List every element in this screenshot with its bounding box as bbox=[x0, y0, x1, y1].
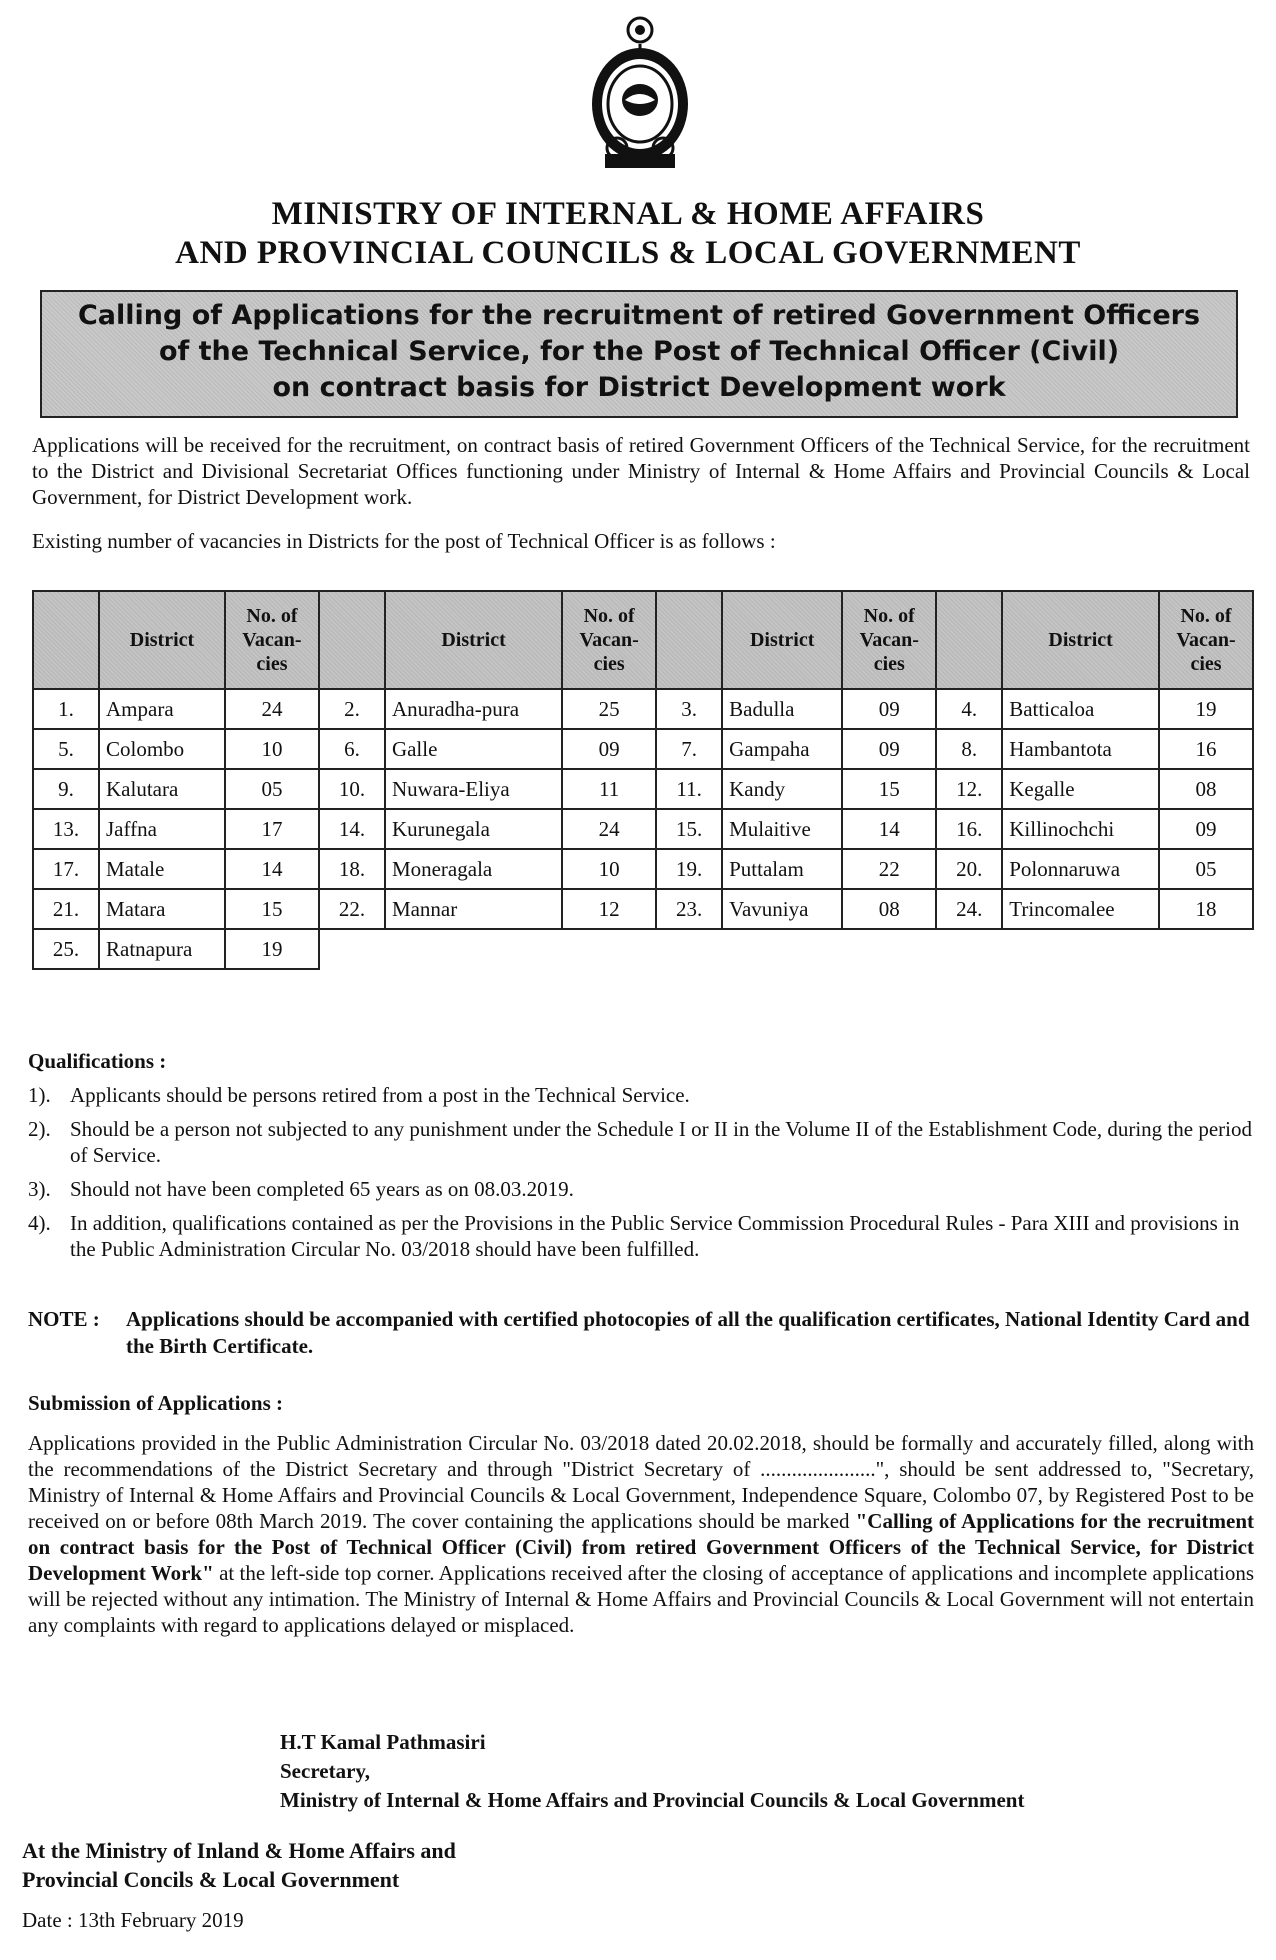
district-name: Kurunegala bbox=[385, 809, 562, 849]
vacancy-count: 10 bbox=[225, 729, 319, 769]
vacancy-count: 10 bbox=[562, 849, 656, 889]
qualification-number: 1). bbox=[28, 1083, 51, 1107]
district-name: Colombo bbox=[99, 729, 225, 769]
vacancy-count: 15 bbox=[225, 889, 319, 929]
note-label: NOTE : bbox=[28, 1307, 100, 1331]
banner-line2: of the Technical Service, for the Post of Technical Officer (Civil) bbox=[158, 336, 1120, 367]
signatory-title: Secretary, bbox=[280, 1759, 370, 1783]
district-number: 21. bbox=[33, 889, 99, 929]
ministry-heading-line1: MINISTRY OF INTERNAL & HOME AFFAIRS bbox=[271, 196, 985, 232]
district-name: Moneragala bbox=[385, 849, 562, 889]
table-row bbox=[33, 889, 1253, 929]
vacancy-count: 05 bbox=[1159, 849, 1253, 889]
district-number: 9. bbox=[33, 769, 99, 809]
district-number: 17. bbox=[33, 849, 99, 889]
list-item bbox=[28, 1082, 1254, 1108]
district-name: Mannar bbox=[385, 889, 562, 929]
note-section bbox=[28, 1306, 1254, 1360]
intro-paragraph: Applications will be received for the recruitment, on contract basis of retired Government Officers of the Technical Service, for the recruitment to the District and Divisional Secretariat Offices functioning under Ministry of Internal & Home Affairs and Provincial Councils & Local Government, for District Development work. bbox=[32, 433, 1250, 509]
vacancy-count: 19 bbox=[1159, 689, 1253, 729]
district-number: 2. bbox=[319, 689, 385, 729]
table-header-row bbox=[33, 591, 1253, 689]
district-number: 14. bbox=[319, 809, 385, 849]
vacancy-count: 09 bbox=[1159, 809, 1253, 849]
district-number: 11. bbox=[656, 769, 722, 809]
vacancy-count: 17 bbox=[225, 809, 319, 849]
header-vacancies: No. of Vacan-cies bbox=[1159, 591, 1253, 689]
district-number: 20. bbox=[936, 849, 1002, 889]
header-no bbox=[936, 591, 1002, 689]
district-number: 8. bbox=[936, 729, 1002, 769]
submission-text-b: at the left-side top corner. Applications received after the closing of acceptance of applications and incomplete applications will be rejected without any intimation. The Ministry of Internal & Home Affairs and Provincial Councils & Local Government will not entertain any complaints with regard to applications delayed or misplaced. bbox=[28, 1561, 1254, 1637]
submission-marked-title: "Calling of Applications for the recruitment on contract basis for the Post of Technical Officer (Civil) from retired Government Officers of the Technical Service, for District Development Work" bbox=[28, 1509, 1254, 1585]
footer-address bbox=[22, 1836, 456, 1894]
vacancy-count: 14 bbox=[225, 849, 319, 889]
district-number: 15. bbox=[656, 809, 722, 849]
district-number: 22. bbox=[319, 889, 385, 929]
qualification-number: 4). bbox=[28, 1211, 51, 1235]
district-number: 18. bbox=[319, 849, 385, 889]
district-name: Kegalle bbox=[1002, 769, 1159, 809]
district-number: 4. bbox=[936, 689, 1002, 729]
district-number: 5. bbox=[33, 729, 99, 769]
intro-section bbox=[32, 432, 1250, 554]
table-row bbox=[33, 849, 1253, 889]
vacancies-intro: Existing number of vacancies in Districts for the post of Technical Officer is as follows : bbox=[32, 529, 776, 553]
list-item bbox=[28, 1176, 1254, 1202]
notice-title-banner bbox=[40, 290, 1238, 418]
district-number: 25. bbox=[33, 929, 99, 969]
district-number: 3. bbox=[656, 689, 722, 729]
qualifications-title: Qualifications : bbox=[28, 1049, 167, 1073]
header-vacancies: No. of Vacan-cies bbox=[562, 591, 656, 689]
vacancy-count: 09 bbox=[842, 729, 936, 769]
vacancy-count: 11 bbox=[562, 769, 656, 809]
district-name: Galle bbox=[385, 729, 562, 769]
note-text: Applications should be accompanied with certified photocopies of all the qualification certificates, National Identity Card and the Birth Certificate. bbox=[126, 1307, 1250, 1358]
qualification-number: 3). bbox=[28, 1177, 51, 1201]
table-row bbox=[33, 689, 1253, 729]
district-number: 1. bbox=[33, 689, 99, 729]
vacancy-count: 15 bbox=[842, 769, 936, 809]
vacancy-count: 24 bbox=[225, 689, 319, 729]
district-name: Vavuniya bbox=[722, 889, 842, 929]
footer-line2: Provincial Concils & Local Government bbox=[22, 1867, 400, 1892]
empty-cell bbox=[319, 929, 1253, 969]
district-name: Gampaha bbox=[722, 729, 842, 769]
vacancy-count: 14 bbox=[842, 809, 936, 849]
district-name: Kandy bbox=[722, 769, 842, 809]
header-vacancies: No. of Vacan-cies bbox=[842, 591, 936, 689]
submission-text-a: Applications provided in the Public Administration Circular No. 03/2018 dated 20.02.2018, should be formally and accurately filled, along with the recommendations of the District Secretary and through "District Secretary of ......................", should be sent addressed to, "Secretary, Ministry of Internal & Home Affairs and Provincial Councils & Local Government, Independence Square, Colombo 07, by Registered Post to be received on or before 08th March 2019. The cover containing the applications should be marked bbox=[28, 1431, 1254, 1533]
district-name: Badulla bbox=[722, 689, 842, 729]
vacancy-count: 12 bbox=[562, 889, 656, 929]
ministry-heading bbox=[0, 196, 1276, 272]
vacancy-count: 19 bbox=[225, 929, 319, 969]
district-name: Anuradha-pura bbox=[385, 689, 562, 729]
government-emblem-icon bbox=[585, 8, 695, 188]
district-number: 10. bbox=[319, 769, 385, 809]
list-item bbox=[28, 1116, 1254, 1168]
header-vacancies: No. of Vacan-cies bbox=[225, 591, 319, 689]
banner-line3: on contract basis for District Development work bbox=[272, 372, 1006, 403]
signatory-org: Ministry of Internal & Home Affairs and Provincial Councils & Local Government bbox=[280, 1788, 1025, 1812]
qualifications-section bbox=[28, 1048, 1254, 1262]
signature-block bbox=[280, 1728, 1024, 1815]
vacancy-count: 08 bbox=[842, 889, 936, 929]
district-number: 12. bbox=[936, 769, 1002, 809]
banner-line1: Calling of Applications for the recruitment of retired Government Officers bbox=[77, 300, 1201, 331]
district-name: Mulaitive bbox=[722, 809, 842, 849]
header-no bbox=[319, 591, 385, 689]
district-name: Kalutara bbox=[99, 769, 225, 809]
notice-date: Date : 13th February 2019 bbox=[22, 1908, 244, 1932]
qualification-text: Should not have been completed 65 years as on 08.03.2019. bbox=[70, 1177, 574, 1201]
district-name: Batticaloa bbox=[1002, 689, 1159, 729]
district-name: Killinochchi bbox=[1002, 809, 1159, 849]
district-number: 7. bbox=[656, 729, 722, 769]
district-name: Jaffna bbox=[99, 809, 225, 849]
vacancy-count: 18 bbox=[1159, 889, 1253, 929]
district-name: Ratnapura bbox=[99, 929, 225, 969]
qualification-text: Should be a person not subjected to any punishment under the Schedule I or II in the Volume II of the Establishment Code, during the period of Service. bbox=[70, 1117, 1252, 1167]
district-number: 24. bbox=[936, 889, 1002, 929]
qualification-text: Applicants should be persons retired from a post in the Technical Service. bbox=[70, 1083, 690, 1107]
district-number: 16. bbox=[936, 809, 1002, 849]
header-district: District bbox=[99, 591, 225, 689]
district-name: Matale bbox=[99, 849, 225, 889]
submission-title: Submission of Applications : bbox=[28, 1391, 283, 1415]
note-block bbox=[28, 1306, 1254, 1360]
vacancies-table bbox=[32, 590, 1254, 970]
district-number: 13. bbox=[33, 809, 99, 849]
vacancy-count: 05 bbox=[225, 769, 319, 809]
vacancies-table-body bbox=[33, 689, 1253, 969]
district-name: Polonnaruwa bbox=[1002, 849, 1159, 889]
vacancy-count: 08 bbox=[1159, 769, 1253, 809]
vacancy-count: 24 bbox=[562, 809, 656, 849]
footer-line1: At the Ministry of Inland & Home Affairs and bbox=[22, 1838, 456, 1863]
qualification-number: 2). bbox=[28, 1117, 51, 1141]
table-row bbox=[33, 729, 1253, 769]
vacancy-count: 22 bbox=[842, 849, 936, 889]
qualifications-list bbox=[28, 1082, 1254, 1262]
table-row bbox=[33, 929, 1253, 969]
header-district: District bbox=[1002, 591, 1159, 689]
header-no bbox=[656, 591, 722, 689]
district-name: Ampara bbox=[99, 689, 225, 729]
vacancy-count: 09 bbox=[842, 689, 936, 729]
qualification-text: In addition, qualifications contained as per the Provisions in the Public Service Commission Procedural Rules - Para XIII and provisions in the Public Administration Circular No. 03/2018 should have been fulfilled. bbox=[70, 1211, 1240, 1261]
ministry-heading-line2: AND PROVINCIAL COUNCILS & LOCAL GOVERNMENT bbox=[175, 235, 1081, 271]
table-row bbox=[33, 809, 1253, 849]
district-number: 19. bbox=[656, 849, 722, 889]
list-item bbox=[28, 1210, 1254, 1262]
district-number: 6. bbox=[319, 729, 385, 769]
district-name: Hambantota bbox=[1002, 729, 1159, 769]
header-district: District bbox=[385, 591, 562, 689]
submission-section bbox=[28, 1390, 1254, 1638]
vacancy-count: 16 bbox=[1159, 729, 1253, 769]
submission-text bbox=[28, 1430, 1254, 1638]
district-name: Matara bbox=[99, 889, 225, 929]
district-name: Nuwara-Eliya bbox=[385, 769, 562, 809]
district-name: Puttalam bbox=[722, 849, 842, 889]
district-number: 23. bbox=[656, 889, 722, 929]
district-name: Trincomalee bbox=[1002, 889, 1159, 929]
header-no bbox=[33, 591, 99, 689]
vacancy-count: 09 bbox=[562, 729, 656, 769]
signatory-name: H.T Kamal Pathmasiri bbox=[280, 1730, 486, 1754]
vacancy-count: 25 bbox=[562, 689, 656, 729]
header-district: District bbox=[722, 591, 842, 689]
table-row bbox=[33, 769, 1253, 809]
